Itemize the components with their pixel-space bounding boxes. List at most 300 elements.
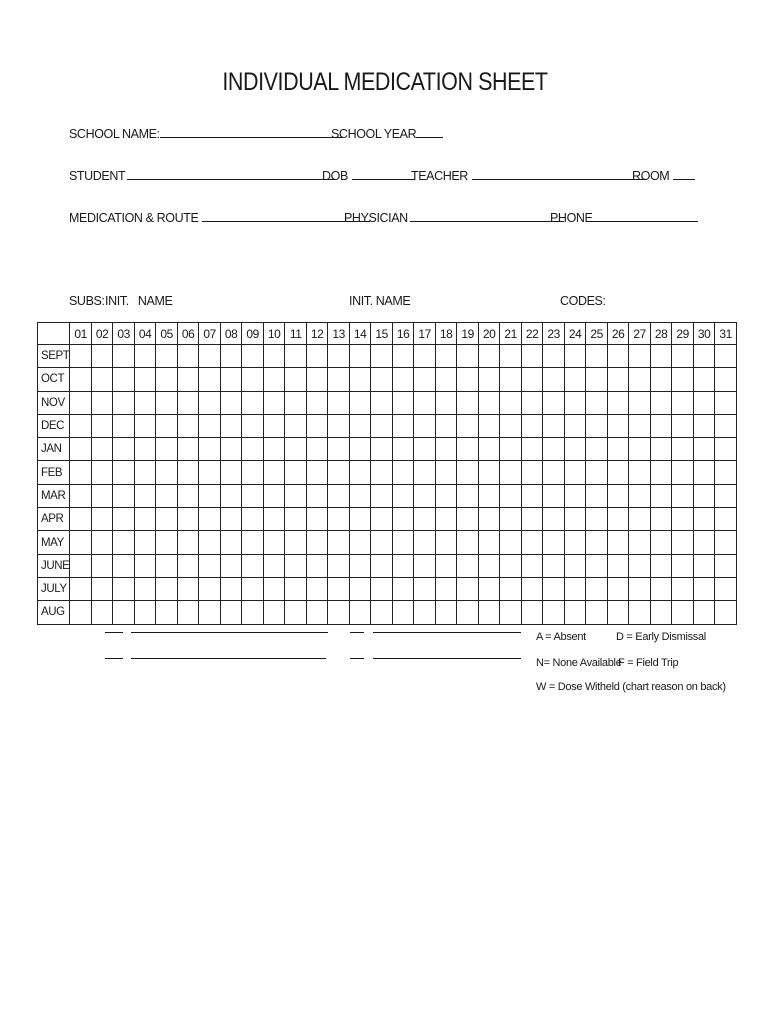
dose-cell[interactable] — [306, 368, 328, 391]
dose-cell[interactable] — [521, 368, 543, 391]
dose-cell[interactable] — [134, 438, 156, 461]
dose-cell[interactable] — [564, 461, 586, 484]
dose-cell[interactable] — [435, 601, 457, 624]
dose-cell[interactable] — [306, 508, 328, 531]
dose-cell[interactable] — [672, 461, 694, 484]
dose-cell[interactable] — [650, 601, 672, 624]
school-name-field[interactable] — [69, 126, 342, 141]
sub-initials-line[interactable] — [105, 658, 123, 659]
dose-cell[interactable] — [70, 345, 92, 368]
dose-cell[interactable] — [435, 345, 457, 368]
dose-cell[interactable] — [414, 554, 436, 577]
dose-cell[interactable] — [371, 345, 393, 368]
dose-cell[interactable] — [242, 508, 264, 531]
school-year-field[interactable] — [331, 126, 443, 141]
dose-cell[interactable] — [414, 508, 436, 531]
dose-cell[interactable] — [500, 484, 522, 507]
dose-cell[interactable] — [263, 438, 285, 461]
sub-name-line[interactable] — [373, 632, 521, 633]
dose-cell[interactable] — [392, 414, 414, 437]
dose-cell[interactable] — [478, 577, 500, 600]
dose-cell[interactable] — [414, 484, 436, 507]
dose-cell[interactable] — [693, 508, 715, 531]
dose-cell[interactable] — [715, 577, 737, 600]
dose-cell[interactable] — [156, 554, 178, 577]
dose-cell[interactable] — [328, 508, 350, 531]
dose-cell[interactable] — [672, 391, 694, 414]
dose-cell[interactable] — [220, 345, 242, 368]
dose-cell[interactable] — [91, 508, 113, 531]
dose-cell[interactable] — [91, 577, 113, 600]
dose-cell[interactable] — [500, 577, 522, 600]
dose-cell[interactable] — [349, 391, 371, 414]
dose-cell[interactable] — [715, 368, 737, 391]
dose-cell[interactable] — [70, 438, 92, 461]
sub-name-line[interactable] — [131, 658, 326, 659]
dose-cell[interactable] — [650, 414, 672, 437]
dose-cell[interactable] — [392, 368, 414, 391]
dose-cell[interactable] — [672, 554, 694, 577]
phone-field[interactable] — [550, 210, 698, 225]
dose-cell[interactable] — [629, 601, 651, 624]
dose-cell[interactable] — [177, 601, 199, 624]
dose-cell[interactable] — [70, 461, 92, 484]
dose-cell[interactable] — [306, 414, 328, 437]
dose-cell[interactable] — [414, 531, 436, 554]
dose-cell[interactable] — [134, 414, 156, 437]
dose-cell[interactable] — [607, 461, 629, 484]
dose-cell[interactable] — [478, 554, 500, 577]
dose-cell[interactable] — [70, 508, 92, 531]
dose-cell[interactable] — [199, 531, 221, 554]
dose-cell[interactable] — [543, 461, 565, 484]
dose-cell[interactable] — [285, 438, 307, 461]
sub-initials-line[interactable] — [350, 658, 364, 659]
dose-cell[interactable] — [564, 484, 586, 507]
physician-field[interactable] — [344, 210, 564, 225]
dose-cell[interactable] — [328, 438, 350, 461]
dose-cell[interactable] — [349, 438, 371, 461]
dose-cell[interactable] — [113, 508, 135, 531]
dose-cell[interactable] — [457, 554, 479, 577]
dose-cell[interactable] — [693, 554, 715, 577]
dose-cell[interactable] — [242, 484, 264, 507]
dose-cell[interactable] — [285, 577, 307, 600]
dose-cell[interactable] — [392, 554, 414, 577]
dose-cell[interactable] — [177, 577, 199, 600]
dose-cell[interactable] — [543, 391, 565, 414]
dose-cell[interactable] — [521, 345, 543, 368]
dose-cell[interactable] — [543, 554, 565, 577]
dose-cell[interactable] — [607, 484, 629, 507]
dose-cell[interactable] — [134, 601, 156, 624]
dose-cell[interactable] — [715, 508, 737, 531]
dose-cell[interactable] — [650, 345, 672, 368]
dose-cell[interactable] — [199, 508, 221, 531]
dose-cell[interactable] — [543, 368, 565, 391]
dose-cell[interactable] — [521, 438, 543, 461]
dose-cell[interactable] — [715, 391, 737, 414]
dose-cell[interactable] — [371, 531, 393, 554]
dose-cell[interactable] — [543, 577, 565, 600]
dose-cell[interactable] — [156, 461, 178, 484]
dose-cell[interactable] — [564, 554, 586, 577]
dose-cell[interactable] — [70, 391, 92, 414]
dose-cell[interactable] — [500, 601, 522, 624]
dose-cell[interactable] — [156, 345, 178, 368]
dose-cell[interactable] — [91, 484, 113, 507]
dose-cell[interactable] — [242, 414, 264, 437]
dose-cell[interactable] — [285, 345, 307, 368]
dose-cell[interactable] — [156, 484, 178, 507]
dose-cell[interactable] — [435, 461, 457, 484]
dose-cell[interactable] — [629, 414, 651, 437]
dose-cell[interactable] — [629, 484, 651, 507]
dose-cell[interactable] — [629, 438, 651, 461]
dose-cell[interactable] — [457, 368, 479, 391]
dose-cell[interactable] — [306, 554, 328, 577]
dose-cell[interactable] — [693, 461, 715, 484]
dose-cell[interactable] — [134, 531, 156, 554]
dose-cell[interactable] — [113, 484, 135, 507]
dose-cell[interactable] — [371, 368, 393, 391]
dose-cell[interactable] — [672, 508, 694, 531]
room-field[interactable] — [632, 168, 695, 183]
dose-cell[interactable] — [199, 391, 221, 414]
dose-cell[interactable] — [113, 554, 135, 577]
dose-cell[interactable] — [91, 391, 113, 414]
dose-cell[interactable] — [693, 391, 715, 414]
dose-cell[interactable] — [349, 414, 371, 437]
dose-cell[interactable] — [371, 438, 393, 461]
dose-cell[interactable] — [629, 508, 651, 531]
dose-cell[interactable] — [586, 577, 608, 600]
dose-cell[interactable] — [392, 531, 414, 554]
dose-cell[interactable] — [500, 531, 522, 554]
dose-cell[interactable] — [285, 461, 307, 484]
dose-cell[interactable] — [564, 368, 586, 391]
dose-cell[interactable] — [263, 577, 285, 600]
dose-cell[interactable] — [328, 484, 350, 507]
dose-cell[interactable] — [650, 438, 672, 461]
dose-cell[interactable] — [177, 484, 199, 507]
dose-cell[interactable] — [500, 414, 522, 437]
dose-cell[interactable] — [457, 461, 479, 484]
dose-cell[interactable] — [414, 368, 436, 391]
student-field[interactable] — [69, 168, 335, 183]
dose-cell[interactable] — [715, 531, 737, 554]
dose-cell[interactable] — [521, 391, 543, 414]
dose-cell[interactable] — [543, 438, 565, 461]
dose-cell[interactable] — [586, 438, 608, 461]
dose-cell[interactable] — [392, 601, 414, 624]
dose-cell[interactable] — [156, 508, 178, 531]
dose-cell[interactable] — [414, 391, 436, 414]
dose-cell[interactable] — [199, 345, 221, 368]
dose-cell[interactable] — [156, 414, 178, 437]
dose-cell[interactable] — [457, 438, 479, 461]
dose-cell[interactable] — [91, 438, 113, 461]
dose-cell[interactable] — [328, 601, 350, 624]
dose-cell[interactable] — [715, 601, 737, 624]
sub-name-line[interactable] — [131, 632, 328, 633]
dose-cell[interactable] — [586, 554, 608, 577]
dose-cell[interactable] — [521, 484, 543, 507]
dose-cell[interactable] — [478, 414, 500, 437]
dose-cell[interactable] — [500, 368, 522, 391]
dose-cell[interactable] — [371, 508, 393, 531]
dose-cell[interactable] — [242, 554, 264, 577]
dose-cell[interactable] — [285, 554, 307, 577]
dose-cell[interactable] — [134, 554, 156, 577]
dose-cell[interactable] — [134, 461, 156, 484]
dose-cell[interactable] — [220, 508, 242, 531]
dose-cell[interactable] — [629, 368, 651, 391]
dose-cell[interactable] — [285, 601, 307, 624]
dose-cell[interactable] — [672, 577, 694, 600]
dose-cell[interactable] — [91, 601, 113, 624]
dose-cell[interactable] — [306, 391, 328, 414]
dose-cell[interactable] — [392, 438, 414, 461]
dose-cell[interactable] — [586, 508, 608, 531]
dose-cell[interactable] — [328, 461, 350, 484]
dose-cell[interactable] — [285, 531, 307, 554]
dose-cell[interactable] — [457, 345, 479, 368]
dose-cell[interactable] — [263, 508, 285, 531]
dose-cell[interactable] — [199, 368, 221, 391]
dose-cell[interactable] — [693, 345, 715, 368]
dose-cell[interactable] — [113, 531, 135, 554]
dose-cell[interactable] — [478, 461, 500, 484]
dose-cell[interactable] — [371, 391, 393, 414]
dose-cell[interactable] — [457, 484, 479, 507]
dose-cell[interactable] — [199, 577, 221, 600]
dose-cell[interactable] — [693, 368, 715, 391]
dose-cell[interactable] — [693, 531, 715, 554]
dose-cell[interactable] — [672, 438, 694, 461]
sub-initials-line[interactable] — [105, 632, 123, 633]
dose-cell[interactable] — [672, 414, 694, 437]
dose-cell[interactable] — [263, 414, 285, 437]
dose-cell[interactable] — [177, 508, 199, 531]
dose-cell[interactable] — [392, 345, 414, 368]
dose-cell[interactable] — [285, 508, 307, 531]
dose-cell[interactable] — [650, 554, 672, 577]
dose-cell[interactable] — [521, 461, 543, 484]
dose-cell[interactable] — [521, 531, 543, 554]
dose-cell[interactable] — [134, 345, 156, 368]
dose-cell[interactable] — [177, 461, 199, 484]
dose-cell[interactable] — [306, 461, 328, 484]
dose-cell[interactable] — [715, 554, 737, 577]
dose-cell[interactable] — [457, 391, 479, 414]
dose-cell[interactable] — [414, 577, 436, 600]
dose-cell[interactable] — [672, 601, 694, 624]
dose-cell[interactable] — [220, 531, 242, 554]
dose-cell[interactable] — [607, 438, 629, 461]
dose-cell[interactable] — [134, 577, 156, 600]
dose-cell[interactable] — [242, 577, 264, 600]
dose-cell[interactable] — [500, 461, 522, 484]
dose-cell[interactable] — [478, 531, 500, 554]
dose-cell[interactable] — [134, 484, 156, 507]
dose-cell[interactable] — [220, 438, 242, 461]
dose-cell[interactable] — [500, 554, 522, 577]
dose-cell[interactable] — [478, 345, 500, 368]
dose-cell[interactable] — [371, 601, 393, 624]
dose-cell[interactable] — [349, 508, 371, 531]
dose-cell[interactable] — [650, 484, 672, 507]
dose-cell[interactable] — [650, 531, 672, 554]
dose-cell[interactable] — [564, 508, 586, 531]
dose-cell[interactable] — [564, 438, 586, 461]
dose-cell[interactable] — [650, 508, 672, 531]
sub-name-line[interactable] — [373, 658, 521, 659]
dose-cell[interactable] — [457, 508, 479, 531]
dose-cell[interactable] — [629, 577, 651, 600]
dose-cell[interactable] — [392, 508, 414, 531]
dose-cell[interactable] — [70, 577, 92, 600]
dose-cell[interactable] — [521, 554, 543, 577]
dose-cell[interactable] — [715, 345, 737, 368]
dose-cell[interactable] — [607, 531, 629, 554]
dose-cell[interactable] — [478, 391, 500, 414]
dose-cell[interactable] — [70, 531, 92, 554]
dose-cell[interactable] — [478, 438, 500, 461]
dose-cell[interactable] — [285, 391, 307, 414]
dose-cell[interactable] — [156, 601, 178, 624]
dose-cell[interactable] — [306, 484, 328, 507]
dose-cell[interactable] — [629, 531, 651, 554]
dose-cell[interactable] — [328, 368, 350, 391]
dose-cell[interactable] — [715, 484, 737, 507]
dose-cell[interactable] — [414, 601, 436, 624]
dose-cell[interactable] — [263, 391, 285, 414]
dose-cell[interactable] — [349, 554, 371, 577]
medication-route-field[interactable] — [69, 210, 370, 225]
dose-cell[interactable] — [500, 345, 522, 368]
dose-cell[interactable] — [457, 577, 479, 600]
dose-cell[interactable] — [586, 414, 608, 437]
dose-cell[interactable] — [113, 368, 135, 391]
dose-cell[interactable] — [328, 345, 350, 368]
dose-cell[interactable] — [263, 461, 285, 484]
dose-cell[interactable] — [521, 508, 543, 531]
dose-cell[interactable] — [349, 577, 371, 600]
dose-cell[interactable] — [564, 345, 586, 368]
dose-cell[interactable] — [306, 577, 328, 600]
dose-cell[interactable] — [371, 414, 393, 437]
dose-cell[interactable] — [242, 531, 264, 554]
dose-cell[interactable] — [91, 531, 113, 554]
dose-cell[interactable] — [392, 577, 414, 600]
dose-cell[interactable] — [607, 414, 629, 437]
dose-cell[interactable] — [220, 554, 242, 577]
dose-cell[interactable] — [113, 345, 135, 368]
dose-cell[interactable] — [478, 368, 500, 391]
dose-cell[interactable] — [543, 531, 565, 554]
dose-cell[interactable] — [586, 484, 608, 507]
dose-cell[interactable] — [328, 414, 350, 437]
dose-cell[interactable] — [457, 601, 479, 624]
dose-cell[interactable] — [177, 345, 199, 368]
dose-cell[interactable] — [263, 531, 285, 554]
dose-cell[interactable] — [328, 531, 350, 554]
dose-cell[interactable] — [242, 438, 264, 461]
dose-cell[interactable] — [242, 601, 264, 624]
dose-cell[interactable] — [521, 414, 543, 437]
dose-cell[interactable] — [177, 531, 199, 554]
dose-cell[interactable] — [113, 391, 135, 414]
dose-cell[interactable] — [177, 414, 199, 437]
dose-cell[interactable] — [328, 554, 350, 577]
dose-cell[interactable] — [263, 368, 285, 391]
dose-cell[interactable] — [586, 531, 608, 554]
dose-cell[interactable] — [435, 554, 457, 577]
dose-cell[interactable] — [199, 554, 221, 577]
dose-cell[interactable] — [242, 368, 264, 391]
dose-cell[interactable] — [586, 391, 608, 414]
dose-cell[interactable] — [220, 484, 242, 507]
dose-cell[interactable] — [349, 368, 371, 391]
dose-cell[interactable] — [478, 601, 500, 624]
dose-cell[interactable] — [478, 508, 500, 531]
dose-cell[interactable] — [156, 368, 178, 391]
dose-cell[interactable] — [693, 484, 715, 507]
dose-cell[interactable] — [414, 345, 436, 368]
dose-cell[interactable] — [263, 484, 285, 507]
dose-cell[interactable] — [177, 554, 199, 577]
dose-cell[interactable] — [91, 345, 113, 368]
dose-cell[interactable] — [715, 461, 737, 484]
dose-cell[interactable] — [91, 368, 113, 391]
sub-initials-line[interactable] — [350, 632, 364, 633]
dose-cell[interactable] — [199, 484, 221, 507]
dose-cell[interactable] — [285, 368, 307, 391]
dose-cell[interactable] — [371, 484, 393, 507]
dose-cell[interactable] — [263, 554, 285, 577]
dose-cell[interactable] — [113, 577, 135, 600]
dose-cell[interactable] — [220, 368, 242, 391]
dose-cell[interactable] — [629, 554, 651, 577]
dose-cell[interactable] — [672, 345, 694, 368]
dose-cell[interactable] — [435, 391, 457, 414]
dose-cell[interactable] — [435, 484, 457, 507]
dose-cell[interactable] — [177, 368, 199, 391]
dose-cell[interactable] — [586, 345, 608, 368]
dose-cell[interactable] — [543, 345, 565, 368]
dose-cell[interactable] — [156, 577, 178, 600]
dose-cell[interactable] — [199, 414, 221, 437]
dose-cell[interactable] — [70, 484, 92, 507]
dose-cell[interactable] — [564, 531, 586, 554]
dose-cell[interactable] — [242, 391, 264, 414]
dose-cell[interactable] — [607, 554, 629, 577]
dose-cell[interactable] — [435, 368, 457, 391]
dose-cell[interactable] — [564, 577, 586, 600]
dose-cell[interactable] — [113, 601, 135, 624]
dose-cell[interactable] — [672, 368, 694, 391]
dose-cell[interactable] — [156, 531, 178, 554]
dose-cell[interactable] — [285, 484, 307, 507]
dose-cell[interactable] — [134, 368, 156, 391]
dose-cell[interactable] — [199, 601, 221, 624]
dose-cell[interactable] — [285, 414, 307, 437]
dose-cell[interactable] — [220, 414, 242, 437]
dose-cell[interactable] — [650, 368, 672, 391]
dose-cell[interactable] — [543, 601, 565, 624]
dose-cell[interactable] — [543, 484, 565, 507]
